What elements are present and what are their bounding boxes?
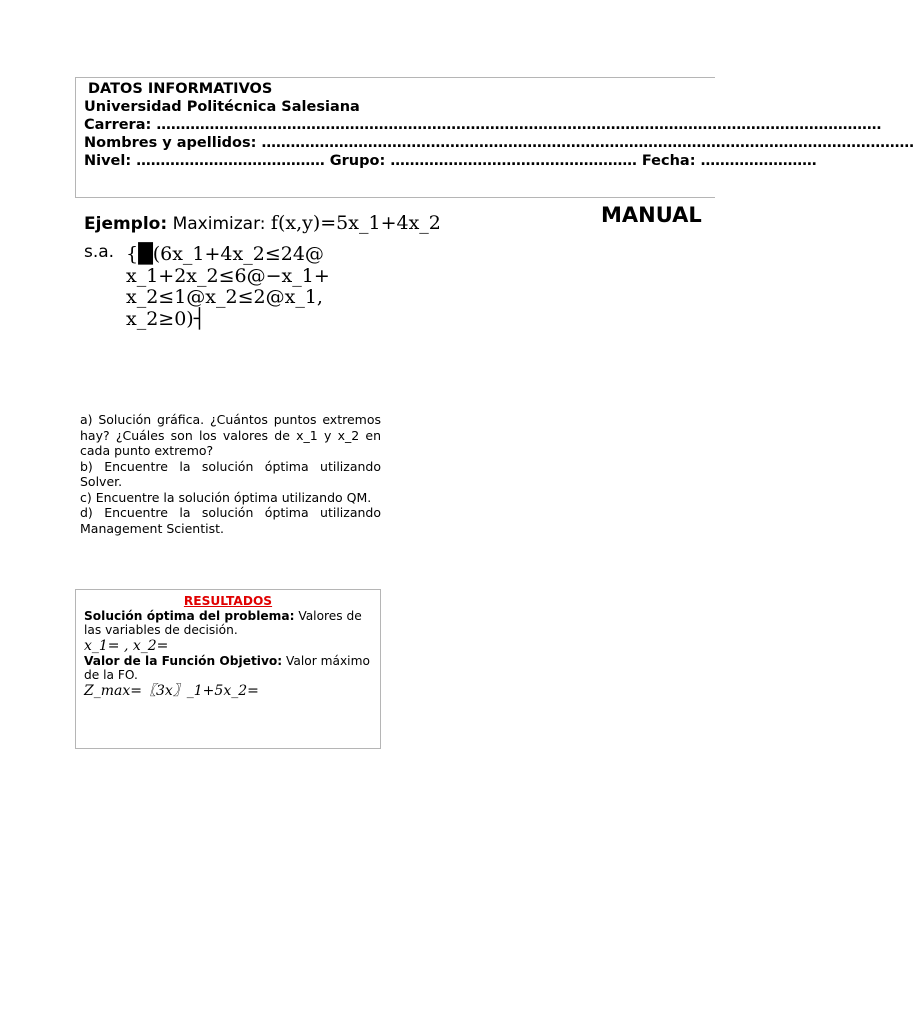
manual-heading: MANUAL: [601, 203, 702, 227]
results-box: [75, 589, 381, 749]
objective-value-label: Valor de la Función Objetivo:: [84, 653, 283, 668]
university-name: Universidad Politécnica Salesiana: [84, 99, 360, 115]
nombres-field: Nombres y apellidos: ………………………………………………………………………………………………………………………: [84, 135, 914, 151]
objective-value-desc: Valor máximo de la FO.: [84, 653, 370, 682]
constraint-system: [126, 244, 330, 330]
constraint-line: x_1+2x_2≤6@−x_1+: [126, 264, 330, 287]
carrera-field: Carrera: ……………………………………………………………………………………………………………………………………: [84, 117, 882, 133]
nivel-grupo-fecha-field: Nivel: ………………………………… Grupo: …………………………………………… Fecha: ……………………: [84, 153, 817, 169]
optimal-solution-desc: Valores de las variables de decisión.: [84, 608, 362, 637]
sa-label: s.a.: [84, 242, 115, 262]
task-c: c) Encuentre la solución óptima utilizando QM.: [80, 489, 372, 505]
task-a: a) Solución gráfica. ¿Cuántos puntos extremos hay? ¿Cuáles son los valores de x_1 y x_2 en cada punto extremo?: [80, 412, 381, 458]
header-title: DATOS INFORMATIVOS: [88, 81, 273, 97]
tasks-list: [80, 412, 381, 536]
optimal-solution-label: Solución óptima del problema:: [84, 608, 295, 623]
task-d: d) Encuentre la solución óptima utilizando Management Scientist.: [80, 505, 381, 536]
zmax-formula: Z_max=〖3x〗_1+5x_2=: [84, 682, 259, 699]
constraint-line: x_2≥0)┤: [126, 307, 206, 330]
constraint-line: x_2≤1@x_2≤2@x_1,: [126, 286, 323, 308]
header-box: [75, 77, 914, 198]
results-title: RESULTADOS: [183, 594, 273, 608]
objective-function: f(x,y)=5x_1+4x_2: [270, 212, 441, 234]
maximize-label: Maximizar:: [172, 214, 266, 234]
optimal-solution-text: [84, 609, 372, 638]
task-b: b) Encuentre la solución óptima utilizando Solver.: [80, 458, 381, 489]
constraint-line: {█(6x_1+4x_2≤24@: [126, 243, 324, 265]
example-label: Ejemplo:: [84, 214, 168, 234]
objective-value-text: [84, 654, 372, 683]
decision-variables: x_1= , x_2=: [84, 637, 169, 654]
example-line: [84, 212, 441, 234]
